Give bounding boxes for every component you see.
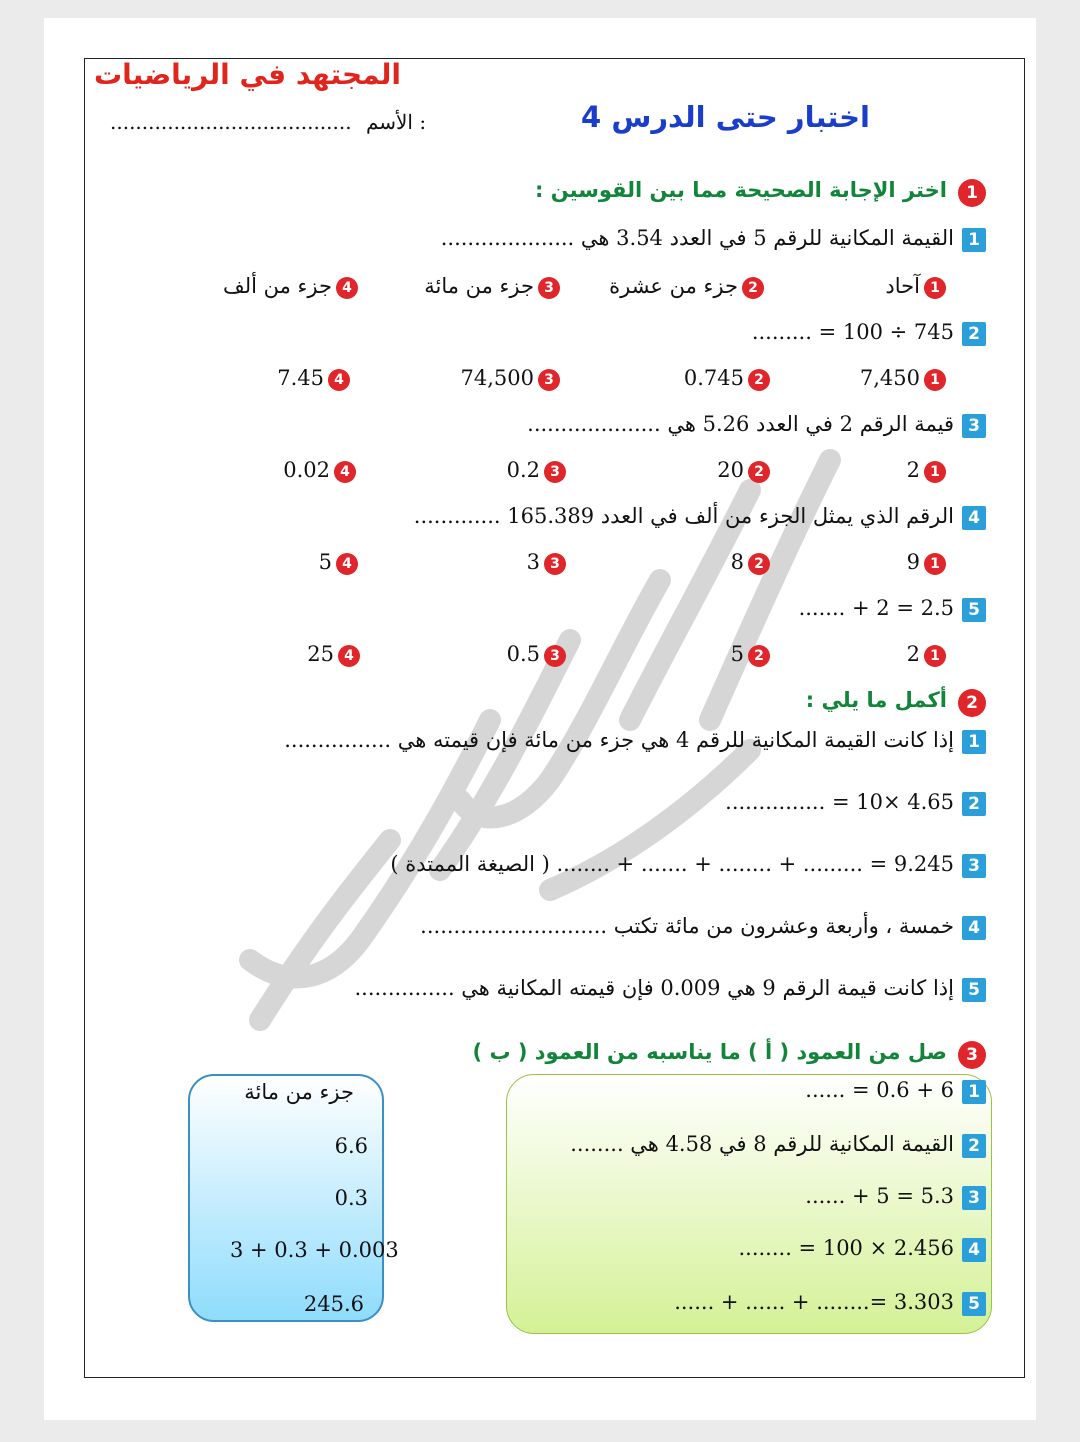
- option-number-badge: 3: [544, 461, 566, 483]
- mcq3-option-1[interactable]: [907, 458, 946, 483]
- mcq4-option-1[interactable]: [907, 550, 946, 575]
- mcq5-option-4[interactable]: [307, 642, 360, 667]
- column-b-item-3[interactable]: 0.3: [334, 1186, 368, 1210]
- option-text: 0.745: [683, 366, 744, 390]
- section-title: صل من العمود ( أ ) ما يناسبه من العمود ( ب ): [472, 1040, 947, 1064]
- mcq5-option-2[interactable]: [731, 642, 770, 667]
- mcq1-option-2[interactable]: [609, 274, 764, 299]
- option-text: 9: [906, 550, 920, 574]
- option-number-badge: 1: [924, 645, 946, 667]
- section-1-heading: [535, 178, 986, 207]
- question-number-badge: 3: [962, 1186, 986, 1210]
- question-text: إذا كانت القيمة المكانية للرقم 4 هي جزء من مائة فإن قيمته هي ................: [284, 728, 954, 752]
- mcq3-option-3[interactable]: [507, 458, 566, 483]
- option-text: 74,500: [460, 366, 534, 390]
- option-number-badge: 2: [748, 645, 770, 667]
- option-text: 2: [906, 642, 920, 666]
- question-number-badge: 2: [962, 322, 986, 346]
- section-title: اختر الإجابة الصحيحة مما بين القوسين :: [535, 178, 947, 202]
- option-number-badge: 2: [748, 369, 770, 391]
- section-2-heading: [806, 688, 986, 717]
- mcq-question-4: [414, 504, 986, 530]
- question-number-badge: 2: [962, 792, 986, 816]
- column-a-item-2[interactable]: [570, 1132, 986, 1158]
- column-b-item-5[interactable]: 245.6: [303, 1292, 364, 1316]
- option-number-badge: 3: [538, 369, 560, 391]
- mcq2-option-4[interactable]: [277, 366, 350, 391]
- option-number-badge: 4: [336, 277, 358, 299]
- column-b-item-4[interactable]: 3 + 0.3 + 0.003: [230, 1238, 399, 1262]
- question-number-badge: 3: [962, 414, 986, 438]
- mcq5-option-1[interactable]: [907, 642, 946, 667]
- section-number-badge: 1: [958, 179, 986, 207]
- question-text: 2.5 = 2 + .......: [798, 596, 954, 620]
- mcq1-option-4[interactable]: [223, 274, 358, 299]
- option-text: آحاد: [885, 274, 920, 298]
- option-text: 7.45: [277, 366, 324, 390]
- option-text: 3: [526, 550, 540, 574]
- question-text: 9.245 = ......... + ........ + ....... + ........ ( الصيغة الممتدة ): [390, 852, 954, 876]
- option-text: جزء من عشرة: [609, 274, 738, 298]
- question-number-badge: 4: [962, 1238, 986, 1262]
- mcq5-option-3[interactable]: [507, 642, 566, 667]
- question-text: 2.456 × 100 = ........: [738, 1236, 954, 1260]
- mcq2-option-3[interactable]: [461, 366, 560, 391]
- mcq-question-5: [799, 596, 986, 622]
- question-number-badge: 4: [962, 506, 986, 530]
- question-text: 6 + 0.6 = ......: [805, 1078, 954, 1102]
- option-text: 7,450: [859, 366, 920, 390]
- section-number-badge: 2: [958, 689, 986, 717]
- option-text: 0.5: [506, 642, 540, 666]
- question-number-badge: 2: [962, 1134, 986, 1158]
- question-text: 5.3 = 5 + ......: [805, 1184, 954, 1208]
- mcq4-option-2[interactable]: [731, 550, 770, 575]
- section-number-badge: 3: [958, 1041, 986, 1069]
- option-number-badge: 3: [544, 645, 566, 667]
- option-number-badge: 3: [544, 553, 566, 575]
- option-number-badge: 3: [538, 277, 560, 299]
- column-a-item-3[interactable]: [805, 1184, 986, 1210]
- option-text: 2: [906, 458, 920, 482]
- question-text: قيمة الرقم 2 في العدد 5.26 هي ....................: [527, 412, 954, 436]
- question-text: القيمة المكانية للرقم 8 في 4.58 هي ........: [570, 1132, 954, 1156]
- option-text: 8: [730, 550, 744, 574]
- mcq3-option-2[interactable]: [717, 458, 770, 483]
- option-text: 20: [717, 458, 744, 482]
- question-number-badge: 1: [962, 730, 986, 754]
- name-dots: ......................................: [110, 110, 352, 134]
- option-text: 5: [318, 550, 332, 574]
- option-number-badge: 1: [924, 369, 946, 391]
- question-text: 4.65 ×10 = ...............: [725, 790, 954, 814]
- complete-item-5[interactable]: [354, 976, 986, 1002]
- mcq-question-1: [441, 226, 986, 252]
- option-text: 0.02: [283, 458, 330, 482]
- test-title: اختبار حتى الدرس 4: [581, 100, 870, 134]
- complete-item-1[interactable]: [284, 728, 986, 754]
- mcq1-option-1[interactable]: [885, 274, 946, 299]
- column-a-item-4[interactable]: [738, 1236, 986, 1262]
- mcq4-option-3[interactable]: [527, 550, 566, 575]
- option-number-badge: 4: [336, 553, 358, 575]
- question-text: 3.303 =........ + ...... + ......: [674, 1290, 954, 1314]
- mcq4-option-4[interactable]: [319, 550, 358, 575]
- option-text: جزء من مائة: [424, 274, 534, 298]
- option-text: جزء من ألف: [223, 274, 332, 298]
- column-a-item-1[interactable]: [805, 1078, 986, 1104]
- question-number-badge: 3: [962, 854, 986, 878]
- question-text: القيمة المكانية للرقم 5 في العدد 3.54 هي ....................: [440, 226, 954, 250]
- section-title: أكمل ما يلي :: [805, 688, 947, 712]
- column-b-item-2[interactable]: 6.6: [334, 1134, 368, 1158]
- question-number-badge: 5: [962, 978, 986, 1002]
- brand-logo-text: المجتهد في الرياضيات: [94, 58, 402, 91]
- question-text: الرقم الذي يمثل الجزء من ألف في العدد 165.389 .............: [413, 504, 954, 528]
- option-number-badge: 2: [742, 277, 764, 299]
- column-a-item-5[interactable]: [674, 1290, 986, 1316]
- option-number-badge: 1: [924, 553, 946, 575]
- option-number-badge: 2: [748, 553, 770, 575]
- question-number-badge: 4: [962, 916, 986, 940]
- complete-item-2[interactable]: [725, 790, 986, 816]
- option-number-badge: 4: [334, 461, 356, 483]
- mcq2-option-1[interactable]: [860, 366, 946, 391]
- option-number-badge: 1: [924, 277, 946, 299]
- question-number-badge: 1: [962, 1080, 986, 1104]
- mcq3-option-4[interactable]: [283, 458, 356, 483]
- section-3-heading: [473, 1040, 986, 1069]
- mcq1-option-3[interactable]: [424, 274, 560, 299]
- complete-item-3[interactable]: [390, 852, 986, 878]
- question-number-badge: 5: [962, 598, 986, 622]
- option-text: 5: [730, 642, 744, 666]
- name-label: الأسم :: [365, 110, 427, 134]
- option-text: 0.2: [506, 458, 540, 482]
- question-number-badge: 1: [962, 228, 986, 252]
- name-field[interactable]: [110, 110, 426, 134]
- question-text: إذا كانت قيمة الرقم 9 هي 0.009 فإن قيمته المكانية هي ...............: [354, 976, 954, 1000]
- option-text: 25: [307, 642, 334, 666]
- column-b-item-1[interactable]: جزء من مائة: [244, 1080, 354, 1104]
- option-number-badge: 4: [338, 645, 360, 667]
- complete-item-4[interactable]: [420, 914, 986, 940]
- question-text: خمسة ، وأربعة وعشرون من مائة تكتب ............................: [420, 914, 954, 938]
- option-number-badge: 4: [328, 369, 350, 391]
- mcq2-option-2[interactable]: [684, 366, 770, 391]
- option-number-badge: 2: [748, 461, 770, 483]
- mcq-question-2: [752, 320, 986, 346]
- mcq-question-3: [527, 412, 986, 438]
- option-number-badge: 1: [924, 461, 946, 483]
- question-text: 745 ÷ 100 = .........: [751, 320, 954, 344]
- question-number-badge: 5: [962, 1292, 986, 1316]
